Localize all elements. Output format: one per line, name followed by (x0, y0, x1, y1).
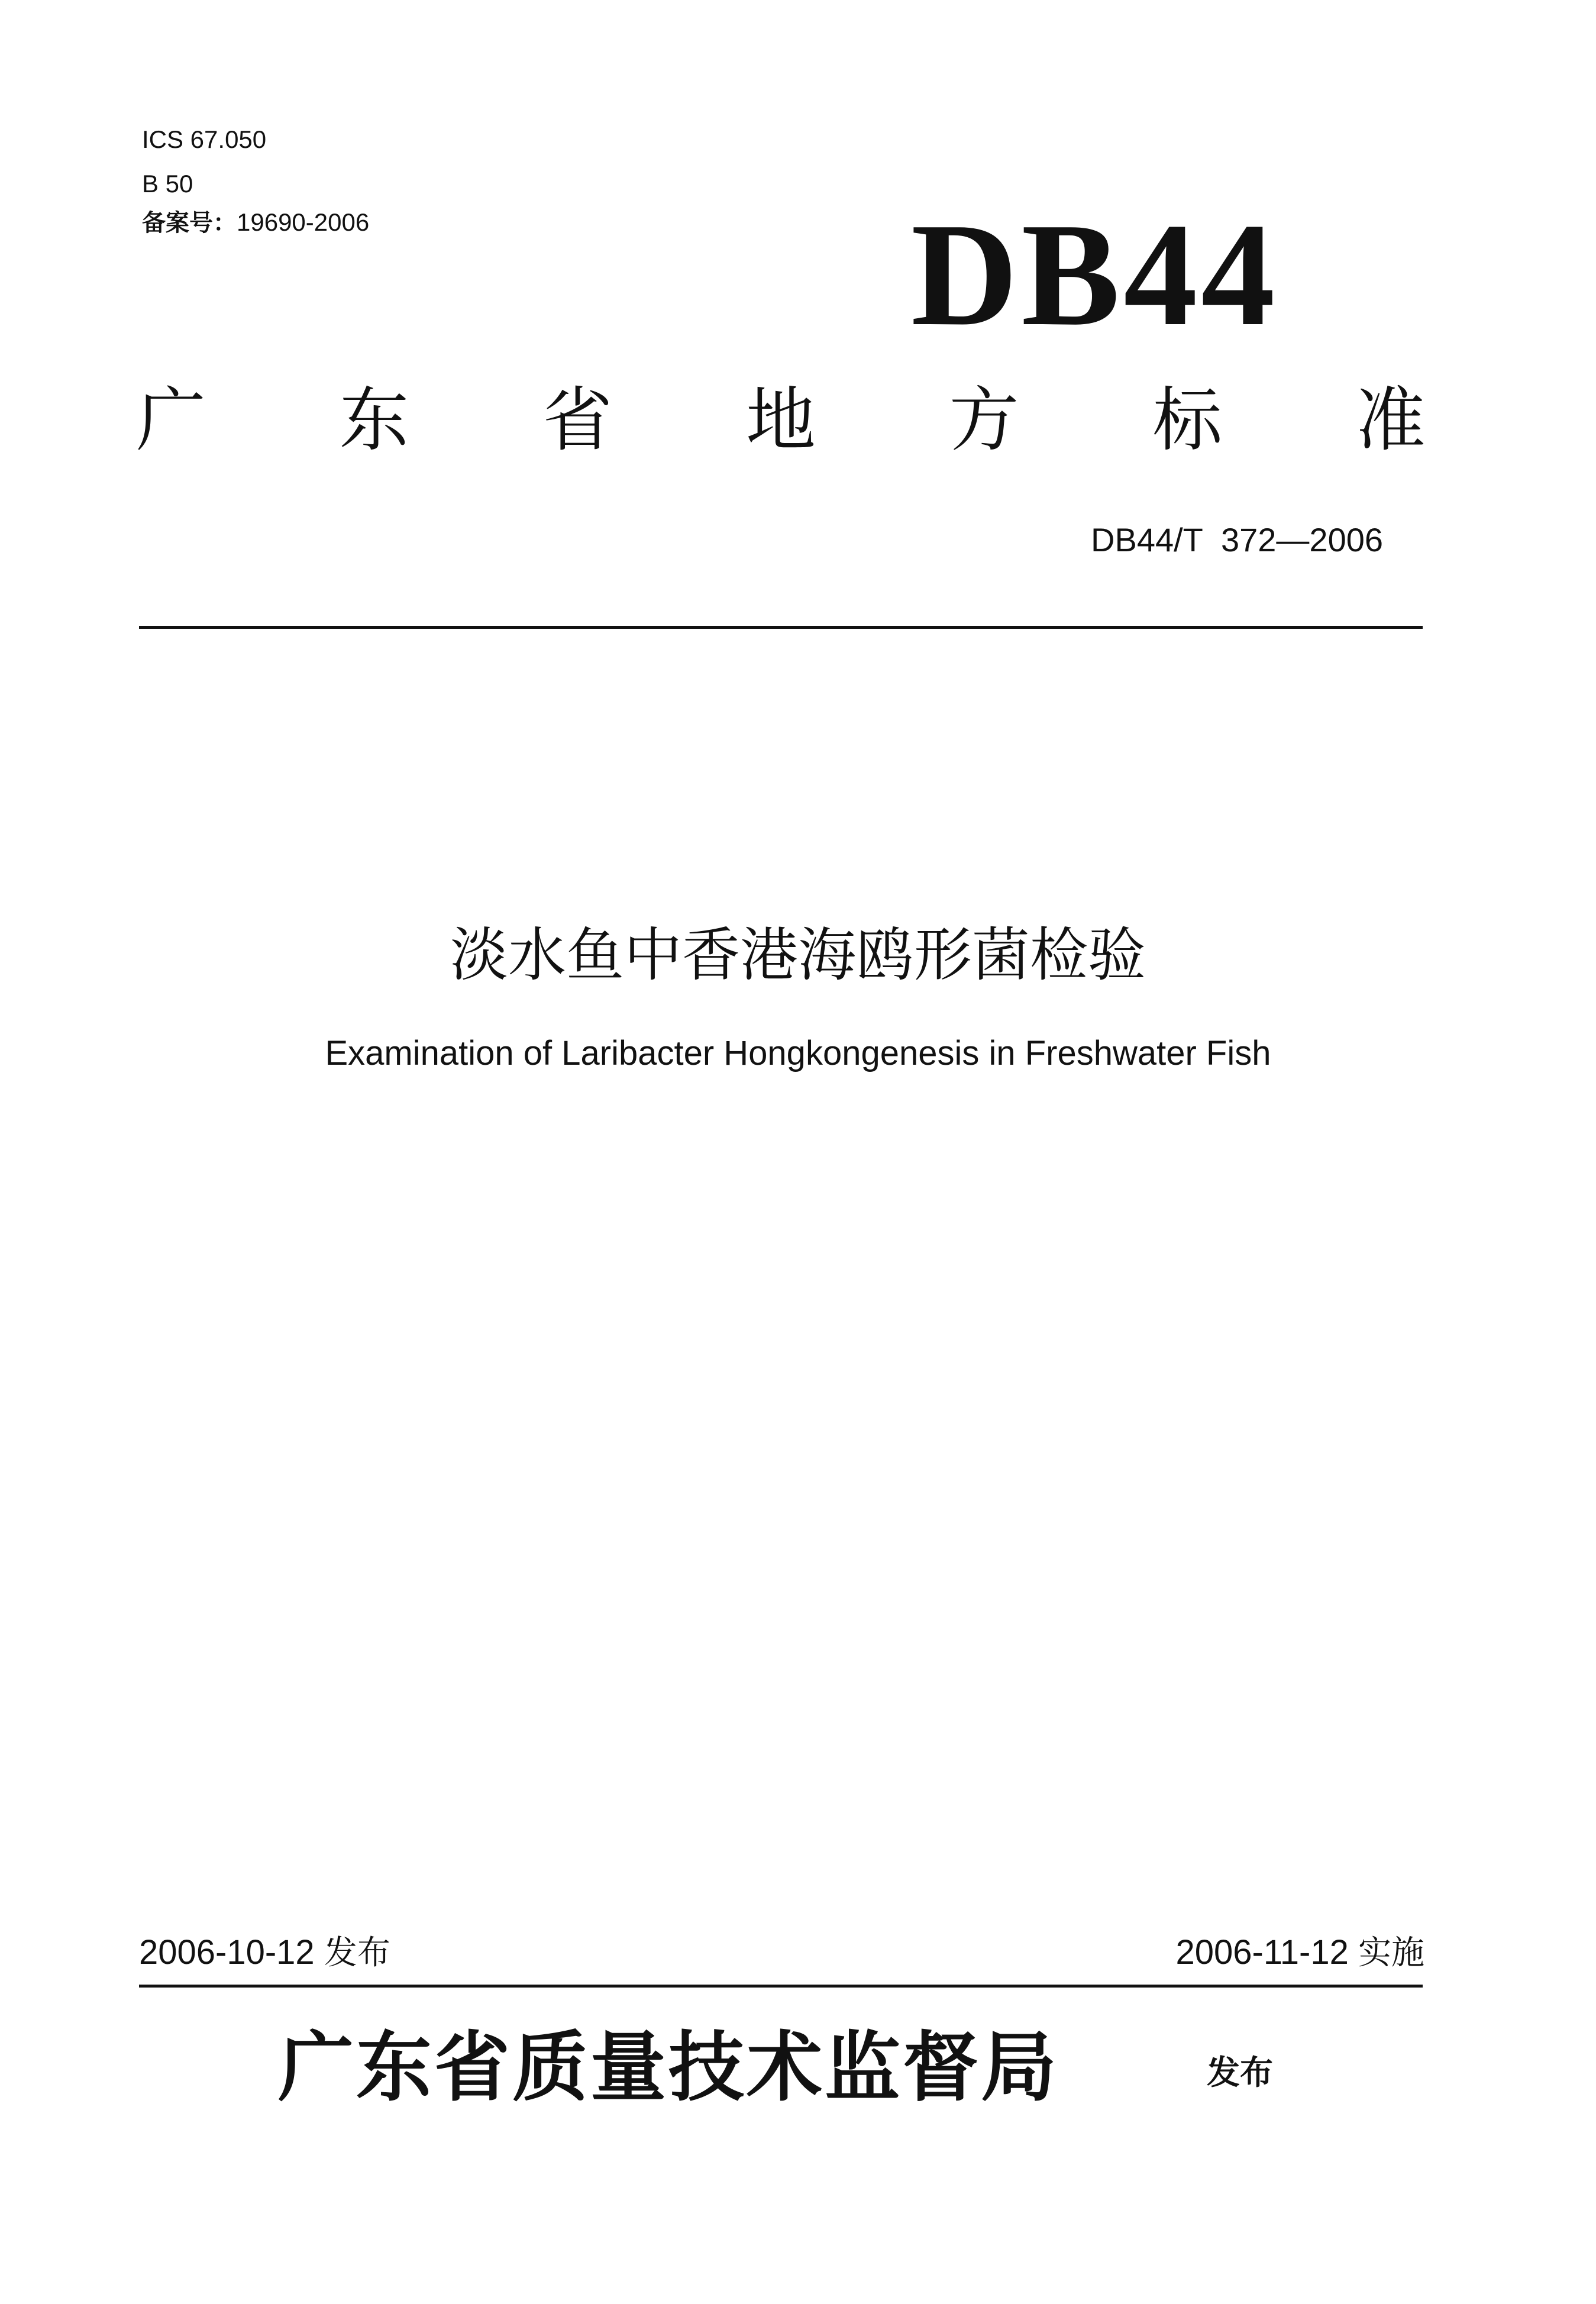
standard-number: DB44/T 372—2006 (1091, 521, 1383, 558)
header-divider (139, 626, 1423, 629)
issuing-authority: 广东省质量技术监督局 (278, 2023, 1059, 2112)
issue-date: 2006-10-12 (139, 1933, 315, 1972)
ics-code: ICS 67.050 (142, 125, 267, 153)
filing-number: 19690-2006 (237, 208, 370, 236)
ccs-code: B 50 (142, 170, 193, 198)
banner-char: 地 (745, 379, 816, 461)
issue-date-line (139, 1931, 390, 1975)
banner-char: 省 (542, 379, 613, 461)
banner-char: 方 (949, 379, 1019, 461)
issuer-suffix: 发布 (1207, 2054, 1273, 2092)
effective-label: 实施 (1358, 1934, 1424, 1972)
banner-char: 准 (1355, 379, 1426, 461)
issue-label: 发布 (324, 1934, 390, 1972)
banner-char: 标 (1152, 379, 1223, 461)
filing-label: 备案号： (142, 209, 237, 237)
banner-char: 东 (339, 379, 409, 461)
footer-divider (139, 1985, 1423, 1988)
db44-logo: DB44 (911, 193, 1279, 357)
banner-char: 广 (136, 379, 206, 461)
title-english: Examination of Laribacter Hongkongenesis in Freshwater Fish (325, 1034, 1271, 1072)
filing-record (142, 207, 369, 238)
standard-type-banner (136, 379, 1426, 461)
effective-date-line (1175, 1931, 1424, 1975)
title-chinese: 淡水鱼中香港海鸥形菌检验 (450, 922, 1146, 989)
effective-date: 2006-11-12 (1175, 1933, 1349, 1972)
